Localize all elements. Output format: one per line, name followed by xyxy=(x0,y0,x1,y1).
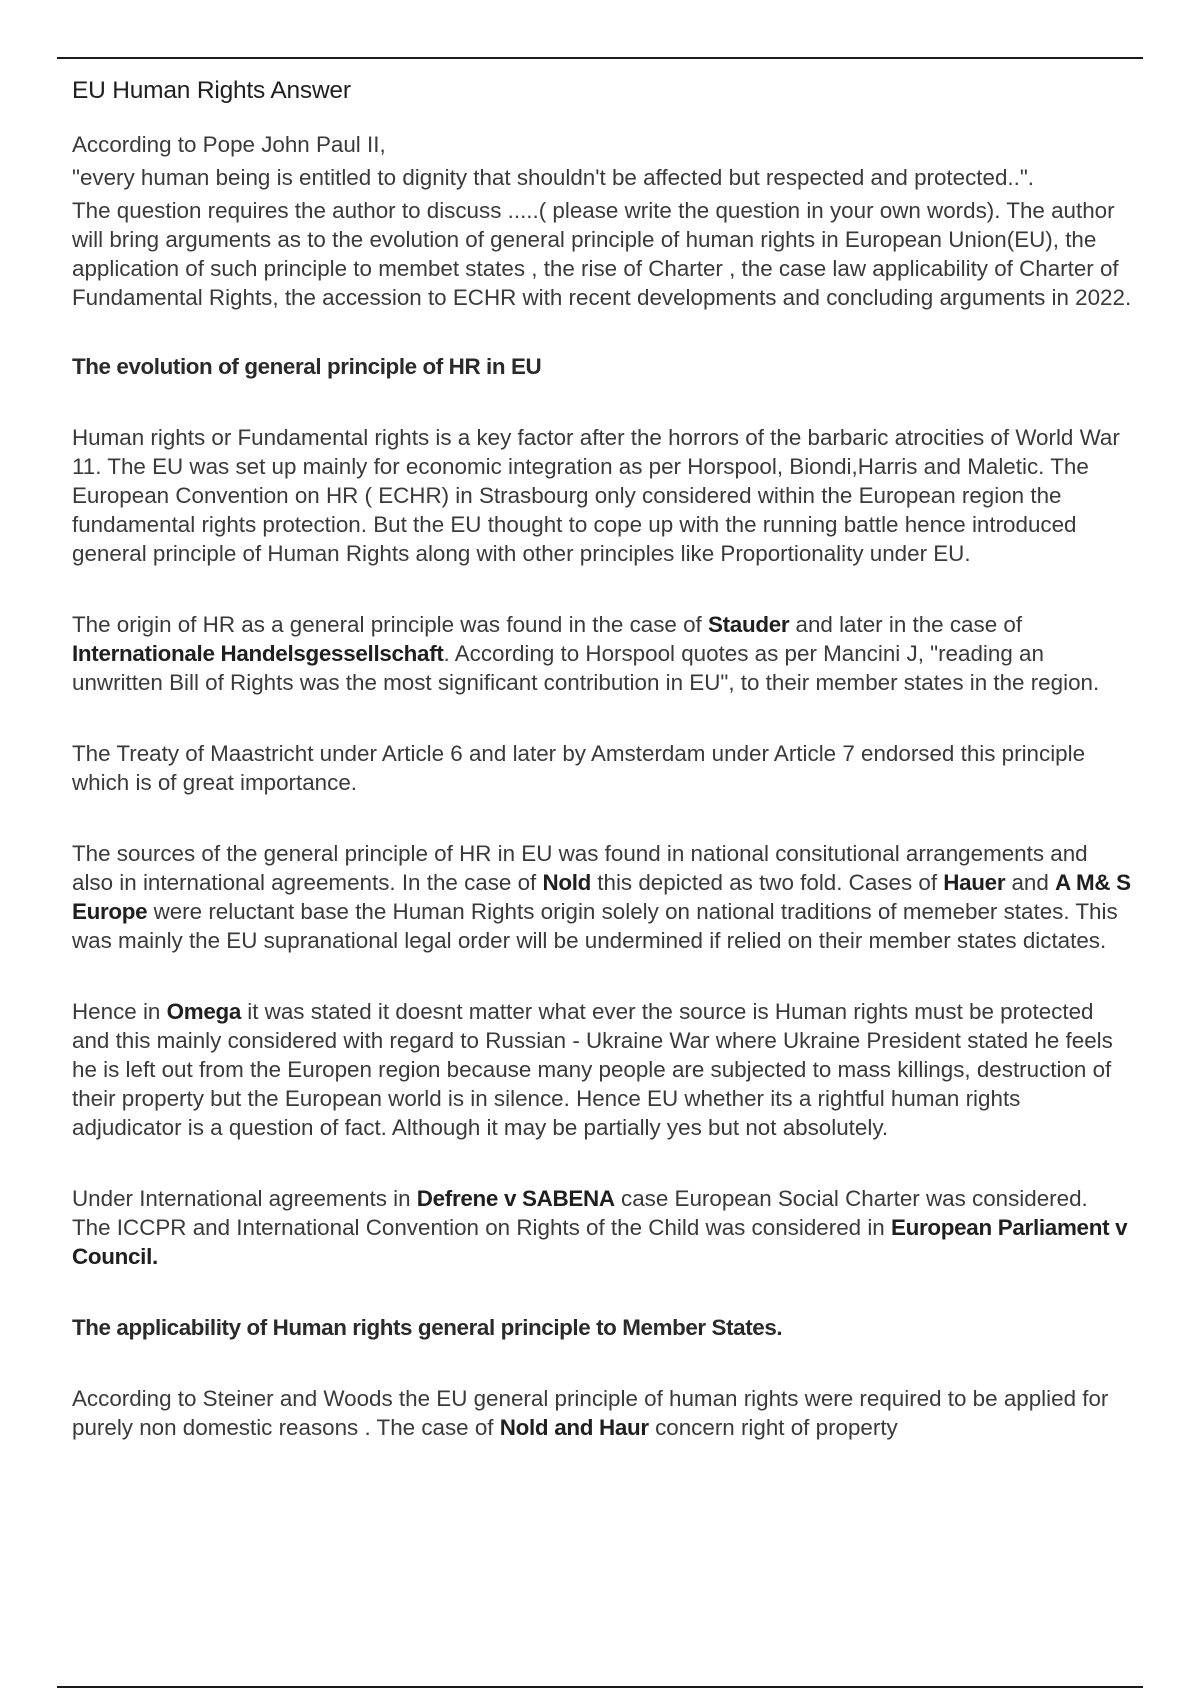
paragraph-treaty: The Treaty of Maastricht under Article 6 and later by Amsterdam under Article 7 endorsed this principle which is of great importance. xyxy=(72,741,1086,795)
top-divider xyxy=(57,57,1143,59)
paragraph-sources: The sources of the general principle of HR in EU was found in national consitutional arrangements and also in international agreements. In the case of Nold this depicted as two fold. Cases of Hauer and A M& S Europe were reluctant base the Human Rights origin solely on national traditions of memeber states. This was mainly the EU supranational legal order will be undermined if relied on their member states dictates. xyxy=(72,841,1131,953)
paragraph-origin: The origin of HR as a general principle was found in the case of Stauder and later in the case of Internationale Handelsgessellschaft. According to Horspool quotes as per Mancini J, "reading an unwritten Bill of Rights was the most significant contribution in EU", to their member states in the region. xyxy=(72,612,1100,695)
bottom-divider xyxy=(57,1686,1143,1688)
document-body xyxy=(72,70,1132,1442)
section-heading-applicability: The applicability of Human rights general principle to Member States. xyxy=(72,1315,783,1340)
paragraph-evolution-intro: Human rights or Fundamental rights is a key factor after the horrors of the barbaric atrocities of World War 11. The EU was set up mainly for economic integration as per Horspool, Biondi,Harris and Maletic. The European Convention on HR ( ECHR) in Strasbourg only considered within the European region the fundamental rights protection. But the EU thought to cope up with the running battle hence introduced general principle of Human Rights along with other principles like Proportionality under EU. xyxy=(72,425,1120,566)
case-name: Omega xyxy=(166,999,242,1024)
paragraph-omega: Hence in Omega it was stated it doesnt matter what ever the source is Human rights must be protected and this mainly considered with regard to Russian - Ukraine War where Ukraine President stated he feels he is left out from the Europen region because many people are subjected to mass killings, destruction of their property but the European world is in silence. Hence EU whether its a rightful human rights adjudicator is a question of fact. Although it may be partially yes but not absolutely. xyxy=(72,999,1113,1140)
document-title: EU Human Rights Answer xyxy=(72,77,351,104)
case-name: European Parliament v Council. xyxy=(72,1215,1128,1269)
case-name: Nold xyxy=(542,870,592,895)
section-heading-evolution: The evolution of general principle of HR in EU xyxy=(72,354,542,379)
intro-quote: "every human being is entitled to dignity that shouldn't be affected but respected and protected..". xyxy=(72,165,1035,190)
intro-attribution: According to Pope John Paul II, xyxy=(72,132,386,157)
paragraph-steiner-woods: According to Steiner and Woods the EU general principle of human rights were required to be applied for purely non domestic reasons . The case of Nold and Haur concern right of property xyxy=(72,1386,1109,1440)
paragraph-international-agreements: Under International agreements in Defrene v SABENA case European Social Charter was considered. The ICCPR and International Convention on Rights of the Child was considered in European Parliament v Council. xyxy=(72,1186,1128,1269)
case-name: Hauer xyxy=(943,870,1006,895)
case-name: Nold and Haur xyxy=(499,1415,649,1440)
case-name: Defrene v SABENA xyxy=(416,1186,615,1211)
case-name: A M& S Europe xyxy=(72,870,1131,924)
intro-summary: The question requires the author to discuss .....( please write the question in your own words). The author will bring arguments as to the evolution of general principle of human rights in European Union(EU), the application of such principle to membet states , the rise of Charter , the case law applicability of Charter of Fundamental Rights, the accession to ECHR with recent developments and concluding arguments in 2022. xyxy=(72,198,1132,310)
case-name: Internationale Handelsgessellschaft xyxy=(72,641,444,666)
case-name: Stauder xyxy=(708,612,790,637)
